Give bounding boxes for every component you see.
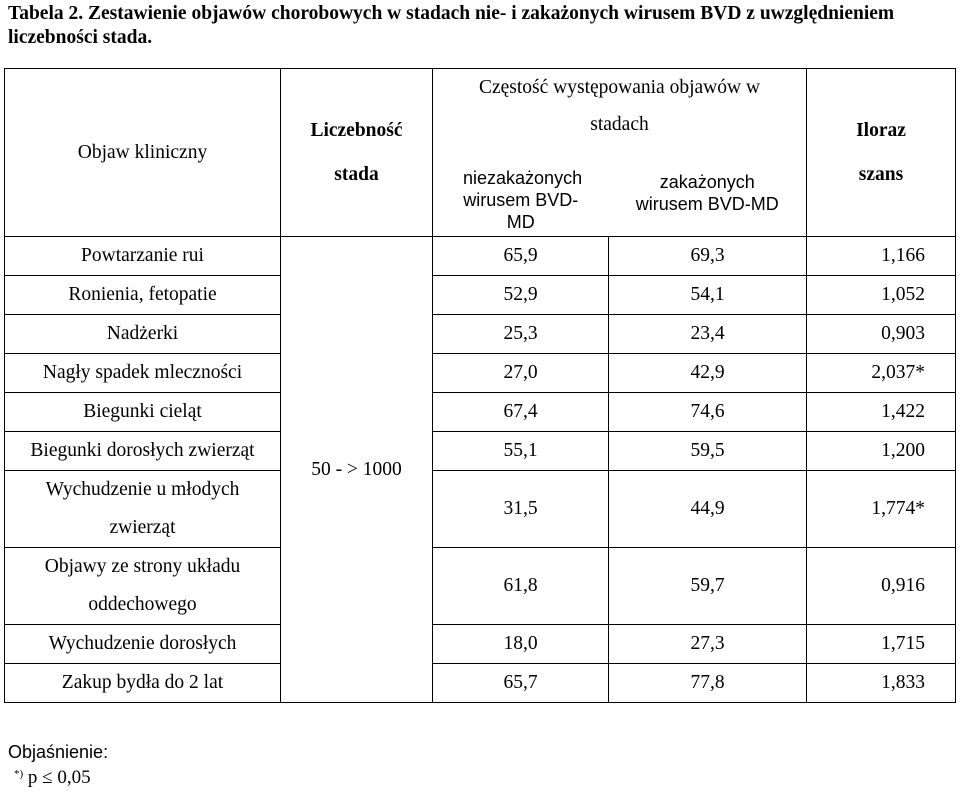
cell-zakazonych: 23,4 [609, 315, 807, 354]
cell-niezakazonych: 67,4 [433, 393, 609, 432]
table-row [5, 393, 956, 432]
header-iloraz: Iloraz szans [807, 69, 956, 237]
cell-niezakazonych: 55,1 [433, 432, 609, 471]
cell-niezakazonych: 18,0 [433, 625, 609, 664]
header-objaw: Objaw kliniczny [5, 69, 281, 237]
table-row [5, 315, 956, 354]
cell-iloraz: 1,422 [807, 393, 956, 432]
notes-title: Objaśnienie: [8, 742, 109, 762]
cell-niezakazonych: 27,0 [433, 354, 609, 393]
cell-niezakazonych: 65,9 [433, 237, 609, 276]
cell-zakazonych: 74,6 [609, 393, 807, 432]
cell-zakazonych: 54,1 [609, 276, 807, 315]
table-caption: Tabela 2. Zestawienie objawów chorobowych w stadach nie- i zakażonych wirusem BVD z uwzględnieniem liczebności stada. [8, 3, 895, 48]
cell-iloraz: 1,833 [807, 664, 956, 703]
cell-niezakazonych: 65,7 [433, 664, 609, 703]
cell-objaw: Powtarzanie rui [5, 237, 281, 276]
cell-niezakazonych: 52,9 [433, 276, 609, 315]
cell-objaw: Ronienia, fetopatie [5, 276, 281, 315]
header-liczebnosc: Liczebność stada [281, 69, 433, 237]
cell-objaw: Nagły spadek mleczności [5, 354, 281, 393]
cell-objaw: Objawy ze strony układu oddechowego [5, 548, 281, 625]
symptoms-table [4, 68, 956, 703]
table-row [5, 432, 956, 471]
table-row [5, 354, 956, 393]
cell-objaw: Wychudzenie u młodych zwierząt [5, 471, 281, 548]
notes-value: p ≤ 0,05 [27, 767, 91, 788]
cell-objaw: Biegunki cieląt [5, 393, 281, 432]
table-row [5, 664, 956, 703]
cell-herd-size: 50 - > 1000 [281, 237, 433, 703]
cell-zakazonych: 27,3 [609, 625, 807, 664]
cell-zakazonych: 59,5 [609, 432, 807, 471]
cell-niezakazonych: 61,8 [433, 548, 609, 625]
cell-niezakazonych: 31,5 [433, 471, 609, 548]
cell-iloraz: 1,774* [807, 471, 956, 548]
cell-zakazonych: 77,8 [609, 664, 807, 703]
cell-zakazonych: 42,9 [609, 354, 807, 393]
cell-iloraz: 1,715 [807, 625, 956, 664]
notes-marker: *) [14, 768, 24, 780]
cell-objaw: Wychudzenie dorosłych [5, 625, 281, 664]
cell-iloraz: 1,052 [807, 276, 956, 315]
table-row [5, 276, 956, 315]
cell-iloraz: 0,916 [807, 548, 956, 625]
table-row [5, 237, 956, 276]
table-row [5, 548, 956, 625]
cell-objaw: Biegunki dorosłych zwierząt [5, 432, 281, 471]
cell-zakazonych: 59,7 [609, 548, 807, 625]
cell-iloraz: 2,037* [807, 354, 956, 393]
cell-zakazonych: 69,3 [609, 237, 807, 276]
cell-zakazonych: 44,9 [609, 471, 807, 548]
header-zakazonych: zakażonych wirusem BVD-MD [609, 167, 807, 237]
cell-iloraz: 1,166 [807, 237, 956, 276]
cell-objaw: Zakup bydła do 2 lat [5, 664, 281, 703]
table-row [5, 625, 956, 664]
header-row [5, 69, 956, 167]
header-niezakazonych: niezakażonych wirusem BVD-MD [433, 167, 609, 237]
cell-objaw: Nadżerki [5, 315, 281, 354]
header-czestosc: Częstość występowania objawów w stadach [433, 69, 807, 167]
cell-iloraz: 0,903 [807, 315, 956, 354]
table-row [5, 471, 956, 548]
cell-iloraz: 1,200 [807, 432, 956, 471]
cell-niezakazonych: 25,3 [433, 315, 609, 354]
notes-text [14, 766, 91, 790]
